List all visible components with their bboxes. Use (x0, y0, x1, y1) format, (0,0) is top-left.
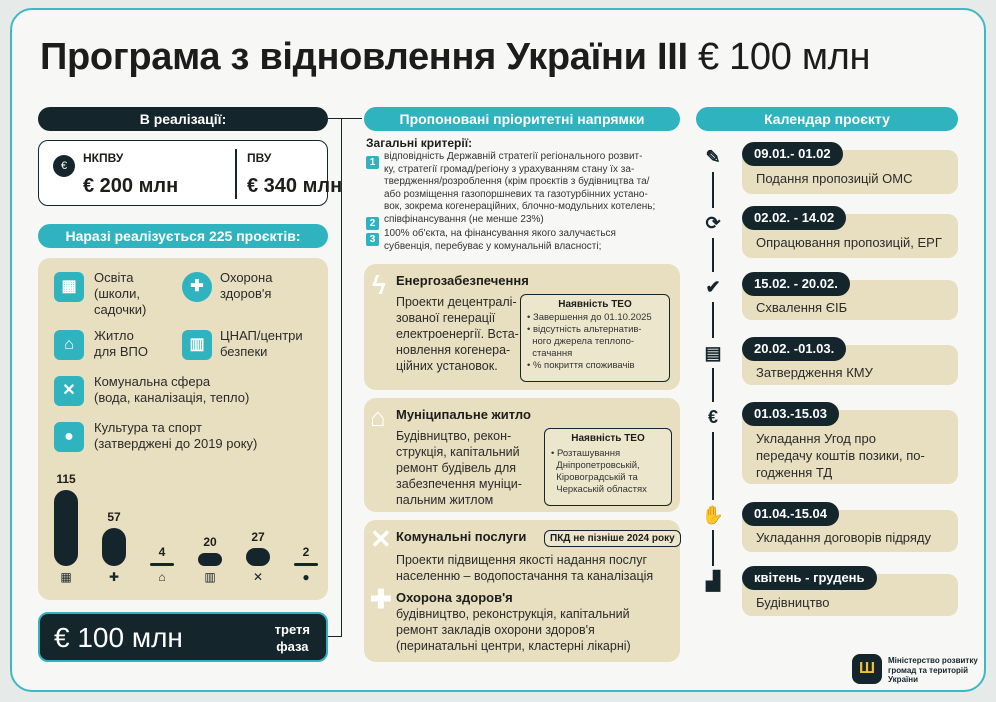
teo-item: • % покриття споживачів (527, 360, 635, 371)
priorities-header: Пропоновані пріоритетні напрямки (364, 107, 680, 131)
calendar-event (742, 276, 958, 320)
event-date: 15.02. - 20.02. (742, 272, 850, 296)
calendar-event (742, 210, 958, 258)
energy-title: Енергозабезпечення (396, 273, 529, 288)
housing-title: Муніципальне житло (396, 407, 531, 422)
checkmark-icon: ✔ (698, 272, 728, 302)
phase-label: третя фаза (274, 622, 310, 654)
bar-value-label: 4 (158, 545, 166, 559)
teo-item: • Розташування Дніпропетровській, Кіровоградській та Черкаській областях (551, 448, 647, 495)
nkpvu-value: € 200 млн (83, 175, 179, 197)
criteria-text: відповідність Державній стратегії регіонального розвит- ку, стратегії громад/регіону з урахуванням стану їх за- твердження/розроблення (крім проєктів з будівництва та/ або розміщення газопоршневих та газотурбінних устано- вок, зокрема когенераційних, блочно-модульних котелень; (384, 151, 656, 212)
event-date: 02.02. - 14.02 (742, 206, 846, 230)
teo-item: • Завершення до 01.10.2025 (527, 312, 652, 323)
criteria-title: Загальні критерії: (366, 136, 473, 150)
health-icon: ✚ (182, 272, 212, 302)
tools-icon: ✕ (252, 570, 264, 584)
bar-value-label: 57 (107, 510, 121, 525)
approval-doc-icon: ▤ (698, 338, 728, 368)
event-date: 01.03.-15.03 (742, 402, 839, 426)
event-text: Укладання договорів підряду (756, 530, 931, 545)
bar-value-label: 20 (203, 534, 217, 549)
calendar-header: Календар проєкту (696, 107, 958, 131)
category-label: Комунальна сфера (вода, каналізація, тепло) (94, 374, 250, 405)
category-label: Культура та спорт (затверджені до 2019 року) (94, 420, 258, 451)
house-icon: ⌂ (370, 402, 386, 432)
pvu-label: ПВУ (247, 151, 272, 165)
admin-icon: ▥ (204, 570, 216, 584)
admin-icon: ▥ (182, 330, 212, 360)
category-label: Житло для ВПО (94, 328, 148, 359)
category-label: Освіта (школи, садочки) (94, 270, 147, 317)
phase-amount: € 100 млн (54, 622, 183, 653)
teo-title: Наявність ТЕО (558, 299, 632, 310)
event-date: 01.04.-15.04 (742, 502, 839, 526)
bar-value-label: 115 (56, 472, 76, 486)
ministry-logo: Ш (852, 654, 882, 684)
money-doc-icon: € (698, 402, 728, 432)
bar-ball (294, 563, 318, 566)
handshake-icon: ✋ (698, 500, 728, 530)
utilities-title: Комунальні послуги (396, 529, 527, 544)
health-icon: ✚ (370, 584, 392, 614)
bar-admin (198, 553, 222, 566)
criteria-number: 1 (366, 156, 379, 169)
nkpvu-label: НКПВУ (83, 151, 124, 165)
teo-title: Наявність ТЕО (571, 433, 645, 444)
teo-item: • відсутність альтернатив- ного джерела теплопо- стачання (527, 324, 642, 359)
construction-icon: ▟ (698, 566, 728, 596)
funding-box (38, 140, 343, 206)
event-text: Схвалення ЄІБ (756, 300, 848, 315)
event-date: 20.02. -01.03. (742, 337, 846, 361)
ministry-name: Міністерство розвитку громад та територій України (888, 656, 978, 684)
criteria-number: 2 (366, 217, 379, 230)
divider (235, 149, 237, 199)
pvu-value: € 340 млн (247, 175, 343, 197)
school-icon: ▦ (60, 570, 72, 584)
ball-icon: ● (302, 570, 310, 584)
calendar-event (742, 341, 958, 385)
bar-value-label: 2 (302, 545, 310, 559)
pkd-badge: ПКД не пізніше 2024 року (544, 530, 681, 547)
title-main: Програма з відновлення України III (40, 36, 688, 78)
calendar-event (742, 406, 958, 484)
connector-line (328, 636, 342, 637)
housing-section (364, 398, 680, 512)
bar-house (150, 563, 174, 566)
category-label: ЦНАП/центри безпеки (220, 328, 303, 359)
bar-school (54, 490, 78, 566)
energy-teo-box (520, 294, 670, 382)
connector-line (342, 118, 362, 119)
ball-icon: ● (54, 422, 84, 452)
projects-box (38, 258, 328, 600)
bar-tools (246, 548, 270, 566)
calendar-event (742, 146, 958, 194)
event-text: Затвердження КМУ (756, 365, 873, 380)
utilities-text: Проекти підвищення якості надання послуг населенню – водопостачання та каналізація (396, 553, 654, 583)
house-icon: ⌂ (158, 570, 166, 584)
housing-teo-box (544, 428, 672, 506)
calendar-event (742, 570, 958, 616)
criteria-text: співфінансування (не менше 23%) (384, 214, 544, 225)
page-title (40, 36, 870, 79)
event-date: квітень - грудень (742, 566, 877, 590)
event-text: Опрацювання пропозицій, ЕРГ (756, 235, 942, 250)
connector-line (328, 118, 342, 636)
health-icon: ✚ (108, 570, 120, 584)
phase-box (38, 612, 328, 662)
tools-icon: ✕ (54, 376, 84, 406)
energy-section (364, 264, 680, 390)
bar-value-label: 27 (251, 530, 265, 545)
bar-health (102, 528, 126, 566)
document-edit-icon: ✎ (698, 142, 728, 172)
implementation-header: В реалізації: (38, 107, 328, 131)
calendar-event (742, 506, 958, 552)
lightning-icon: ϟ (372, 270, 386, 300)
house-icon: ⌂ (54, 330, 84, 360)
event-date: 09.01.- 01.02 (742, 142, 843, 166)
event-text: Укладання Угод про передачу коштів позики, по- годження ТД (756, 431, 925, 480)
health-text: будівництво, реконструкція, капітальний ремонт закладів охорони здоров'я (перинатальні центри, кластерні лікарні) (396, 607, 631, 653)
housing-text: Будівництво, рекон- струкція, капітальний ремонт будівель для забезпечення муніци- пальним житлом (396, 429, 522, 507)
projects-header: Наразі реалізується 225 проєктів: (38, 224, 328, 248)
event-text: Будівництво (756, 595, 830, 610)
criteria-number: 3 (366, 233, 379, 246)
title-amount: € 100 млн (697, 36, 871, 78)
event-text: Подання пропозицій ОМС (756, 171, 913, 186)
coins-icon: € (53, 155, 75, 177)
criteria-text: 100% об'єкта, на фінансування якого залучається субвенція, перебуває у комунальній власності; (384, 228, 616, 252)
health-title: Охорона здоров'я (396, 590, 513, 605)
category-label: Охорона здоров'я (220, 270, 273, 301)
energy-text: Проекти децентралі- зованої генерації електроенергії. Вста- новлення когенера- ційних установок. (396, 295, 519, 373)
tools-icon: ✕ (370, 524, 392, 554)
processing-icon: ⟳ (698, 208, 728, 238)
school-icon: ▦ (54, 272, 84, 302)
